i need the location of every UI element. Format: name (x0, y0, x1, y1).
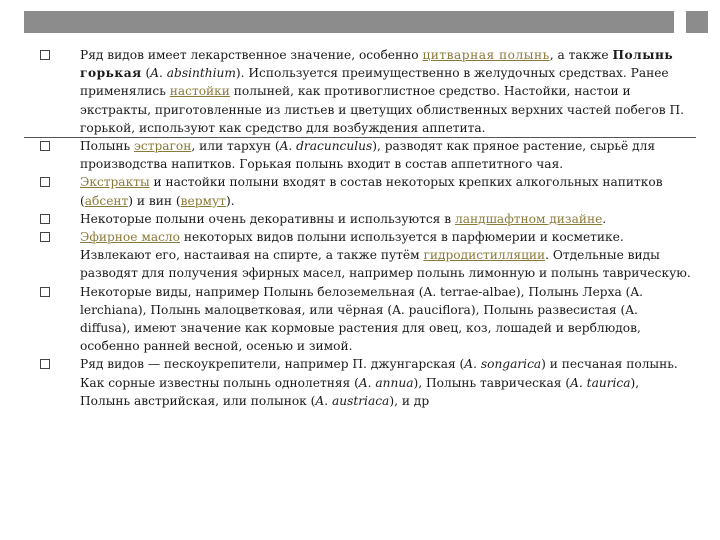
text: ), Полынь таврическая ( (413, 375, 571, 390)
hollow-square-bullet-icon (40, 214, 50, 224)
text: ( (141, 66, 151, 81)
hollow-square-bullet-icon (40, 177, 50, 187)
text: Некоторые полыни очень декоративны и используются в (80, 211, 455, 226)
link-vermut[interactable]: вермут (180, 193, 226, 208)
list-item-sand-fixers (80, 355, 692, 410)
list-item-essential-oil (80, 228, 692, 283)
link-estragon[interactable]: эстрагон (134, 139, 192, 154)
text: Ряд видов — пескоукрепители, например П. джунгарская ( (80, 357, 465, 372)
text: ) и песчаная полынь. Как сорные известны полынь однолетняя ( (80, 357, 678, 390)
link-nastoyki[interactable]: настойки (169, 84, 230, 99)
list-item-forage (80, 283, 692, 356)
text: полыней, как противоглистное средство. Настойки, настои и экстракты, приготовленные из листьев и цветущих облиственных верхних частей побегов П. горькой, используют как средство для возбуждения аппетита. (80, 84, 684, 135)
text: ), и др (389, 393, 430, 408)
text: . (602, 211, 607, 226)
list-item-estragon (80, 137, 692, 173)
text: Ряд видов имеет лекарственное значение, особенно (80, 48, 423, 62)
hollow-square-bullet-icon (40, 232, 50, 242)
hollow-square-bullet-icon (40, 141, 50, 151)
text: ), разводят как пряное растение, сырьё для производства напитков. Горькая полынь входит в состав аппетитного чая. (80, 139, 656, 172)
text: Некоторые виды, например Полынь белоземельная (A. terrae-albae), Полынь Лерха (A. lerchiana), Полынь малоцветковая, или чёрная (A. pauciflora), Полынь развесистая (A. diffusa), имеют значение как кормовые растения для овец, коз, лошадей и верблюдов, особенно ранней весной, осенью и зимой. (80, 284, 644, 354)
term-polyn-gorkaya[interactable]: Полынь горькая (80, 48, 674, 81)
text: . Отдельные виды разводят для получения эфирных масел, например полынь лимонную и полынь таврическую. (80, 248, 691, 281)
corner-square (686, 11, 708, 33)
link-ekstrakty[interactable]: Экстракты (80, 175, 150, 190)
bullet-list (80, 46, 692, 410)
hollow-square-bullet-icon (40, 50, 50, 60)
text: , или тархун ( (191, 139, 280, 154)
latin-name: A. songarica (464, 357, 542, 372)
text: ) и вин ( (128, 193, 181, 208)
link-gidrodistillyatsiya[interactable]: гидродистилляции (423, 248, 546, 263)
hollow-square-bullet-icon (40, 359, 50, 369)
latin-name: A. absinthium (150, 66, 236, 81)
link-tsitvarnaya-polyn[interactable]: цитварная полынь (422, 48, 550, 62)
link-absent[interactable]: абсент (84, 193, 129, 208)
text: ), Полынь австрийская, или полынок ( (80, 375, 640, 408)
latin-name: A. taurica (570, 375, 631, 390)
hollow-square-bullet-icon (40, 287, 50, 297)
list-item-medicinal (80, 46, 692, 137)
link-landshaftny-dizain[interactable]: ландшафтном дизайне (454, 211, 603, 226)
link-efirnoe-maslo[interactable]: Эфирное масло (80, 230, 180, 245)
text: Полынь (80, 139, 135, 154)
text: некоторых видов полыни используется в парфюмерии и косметике. Извлекают его, настаивая на спирте, а также путём (80, 230, 624, 263)
latin-name: A. dracunculus (279, 139, 373, 154)
latin-name: A. austriaca (315, 393, 390, 408)
list-item-extracts (80, 173, 692, 209)
list-item-decorative (80, 210, 692, 228)
text: , а также (549, 48, 613, 62)
text: ). Используется преимущественно в желудочных средствах. Ранее применялись (80, 66, 669, 99)
text: ). (225, 193, 235, 208)
title-bar-placeholder (24, 11, 674, 33)
latin-name: A. annua (358, 375, 414, 390)
text: и настойки полыни входят в состав некоторых крепких алкогольных напитков ( (80, 175, 663, 208)
